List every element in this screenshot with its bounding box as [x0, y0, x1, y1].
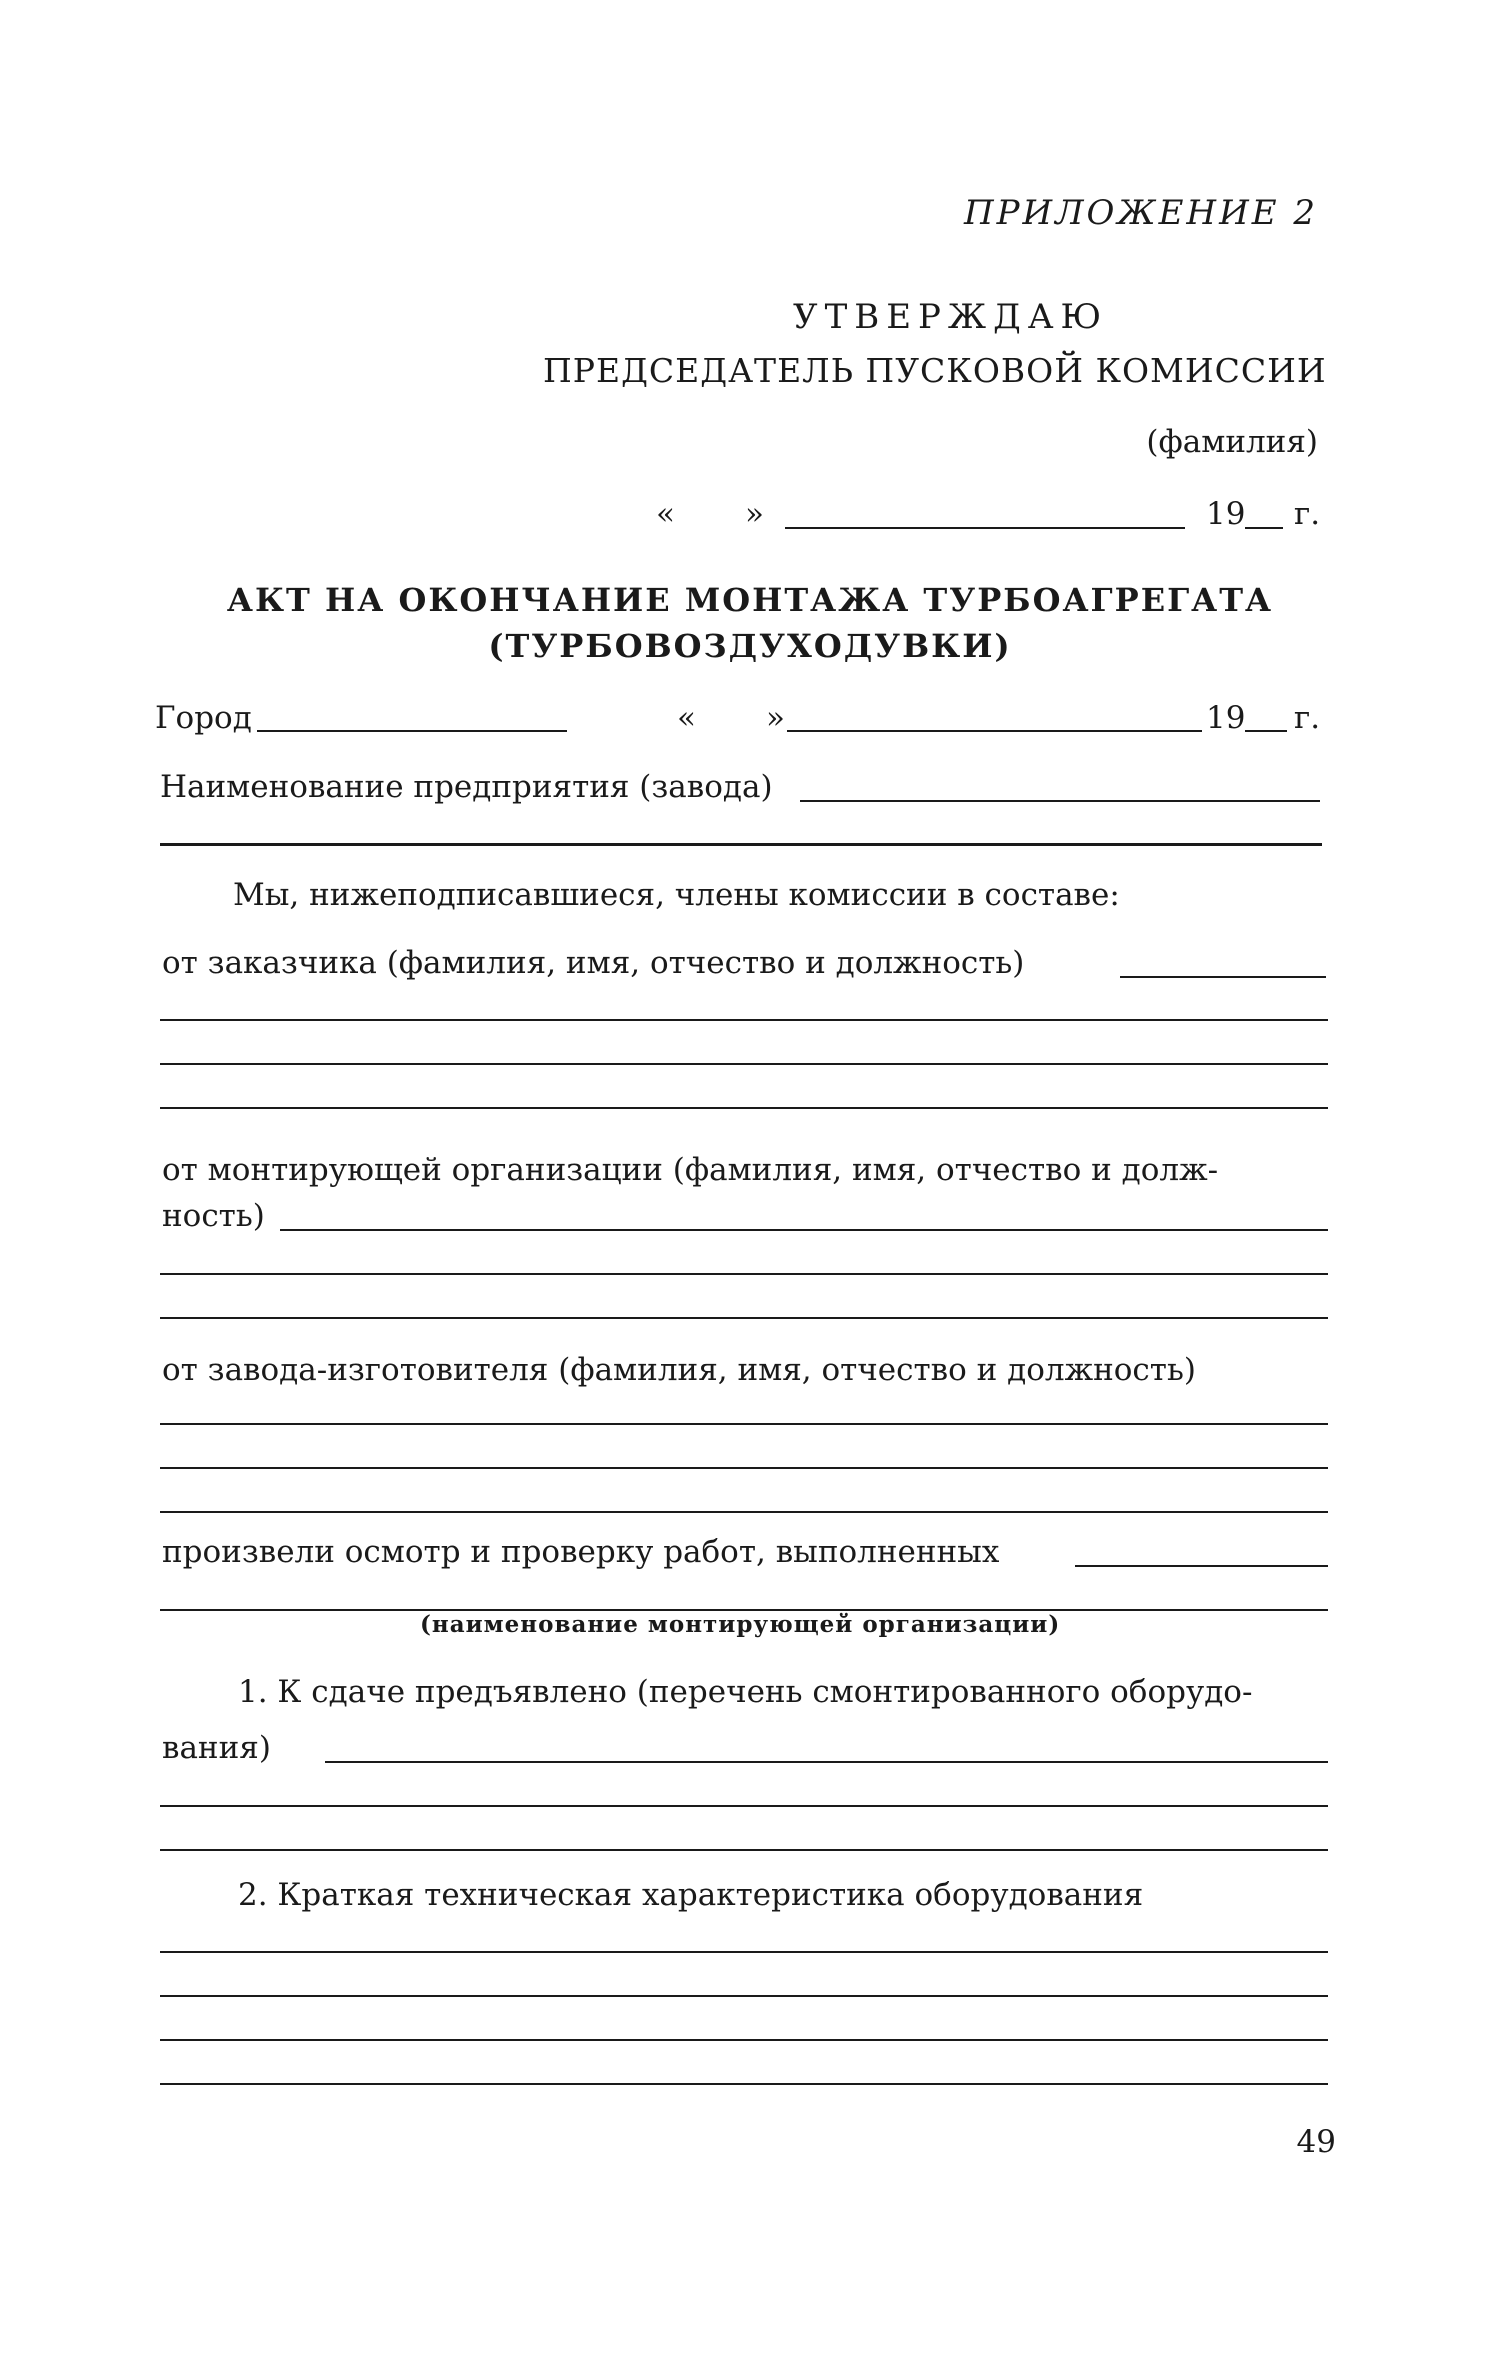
item-2-line-2[interactable]	[160, 1995, 1328, 1997]
approval-date-year: 19	[1206, 496, 1246, 532]
chairman-title: ПРЕДСЕДАТЕЛЬ ПУСКОВОЙ КОМИССИИ	[543, 351, 1327, 390]
inspected-label: произвели осмотр и проверку работ, выполненных	[162, 1534, 1000, 1570]
approval-date-year-line[interactable]	[1245, 527, 1283, 529]
item-2-line-1[interactable]	[160, 1951, 1328, 1953]
installer-label-line-1: от монтирующей организации (фамилия, имя, отчество и долж-	[162, 1152, 1219, 1188]
enterprise-line-2[interactable]	[160, 843, 1322, 846]
approval-date-month-line[interactable]	[785, 527, 1185, 529]
manufacturer-line-3[interactable]	[160, 1511, 1328, 1513]
item-2-label: 2. Краткая техническая характеристика оборудования	[238, 1877, 1144, 1913]
item-1-line-b[interactable]	[160, 1805, 1328, 1807]
item-1-line-a[interactable]	[325, 1761, 1328, 1763]
date-open-quote: «	[677, 700, 696, 736]
manufacturer-label: от завода-изготовителя (фамилия, имя, отчество и должность)	[162, 1352, 1196, 1388]
commission-intro: Мы, нижеподписавшиеся, члены комиссии в составе:	[233, 877, 1120, 913]
date-year-line[interactable]	[1245, 730, 1287, 732]
city-label: Город	[155, 700, 252, 736]
manufacturer-line-1[interactable]	[160, 1423, 1328, 1425]
surname-hint: (фамилия)	[1146, 424, 1318, 460]
date-close-quote: »	[766, 700, 785, 736]
date-suffix: г.	[1294, 700, 1321, 736]
enterprise-line-1[interactable]	[800, 800, 1320, 802]
customer-line-4[interactable]	[160, 1107, 1328, 1109]
approve-heading: УТВЕРЖДАЮ	[793, 297, 1109, 337]
customer-label: от заказчика (фамилия, имя, отчество и должность)	[162, 945, 1025, 981]
city-line[interactable]	[257, 730, 567, 732]
item-1-line-2: вания)	[162, 1730, 271, 1766]
approval-date-suffix: г.	[1294, 496, 1321, 532]
customer-line-2[interactable]	[160, 1019, 1328, 1021]
item-1-line-c[interactable]	[160, 1849, 1328, 1851]
item-2-line-4[interactable]	[160, 2083, 1328, 2085]
inspected-line-1[interactable]	[1075, 1565, 1328, 1567]
enterprise-label: Наименование предприятия (завода)	[160, 769, 773, 805]
customer-line-1[interactable]	[1120, 976, 1326, 978]
installer-label-line-2: ность)	[162, 1198, 265, 1234]
date-month-line[interactable]	[787, 730, 1202, 732]
act-title-line-1: АКТ НА ОКОНЧАНИЕ МОНТАЖА ТУРБОАГРЕГАТА	[226, 581, 1274, 619]
approval-date-close-quote: »	[745, 496, 764, 532]
approval-date-open-quote: «	[656, 496, 675, 532]
act-title-line-2: (ТУРБОВОЗДУХОДУВКИ)	[488, 627, 1012, 665]
appendix-label: ПРИЛОЖЕНИЕ 2	[963, 193, 1318, 233]
date-year: 19	[1206, 700, 1246, 736]
installer-line-1[interactable]	[280, 1229, 1328, 1231]
page-number: 49	[1296, 2124, 1336, 2160]
installer-line-2[interactable]	[160, 1273, 1328, 1275]
installer-line-3[interactable]	[160, 1317, 1328, 1319]
item-2-line-3[interactable]	[160, 2039, 1328, 2041]
customer-line-3[interactable]	[160, 1063, 1328, 1065]
manufacturer-line-2[interactable]	[160, 1467, 1328, 1469]
item-1-line-1: 1. К сдаче предъявлено (перечень смонтированного оборудо-	[238, 1674, 1253, 1710]
installer-org-caption: (наименование монтирующей организации)	[420, 1611, 1061, 1638]
